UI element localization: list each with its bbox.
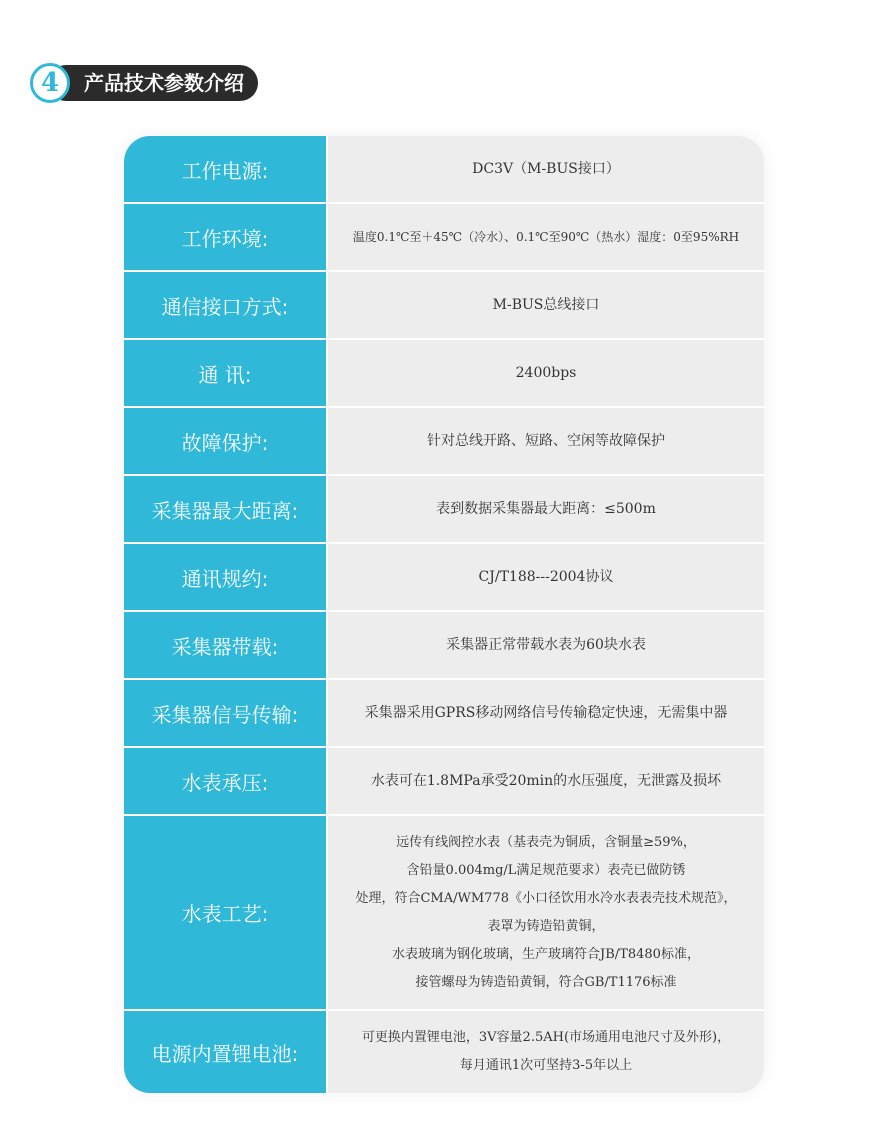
spec-label: 水表承压: (124, 748, 328, 814)
spec-value (328, 476, 764, 542)
spec-value-line: 含铅量0.004mg/L满足规范要求）表壳已做防锈 (406, 862, 686, 878)
spec-row-max-distance (124, 476, 764, 544)
spec-label: 通信接口方式: (124, 272, 328, 338)
spec-value (328, 816, 764, 1009)
spec-value-line: 针对总线开路、短路、空闲等故障保护 (427, 433, 665, 449)
spec-label: 采集器带载: (124, 612, 328, 678)
spec-value (328, 612, 764, 678)
spec-value (328, 136, 764, 202)
spec-value-line: 水表玻璃为钢化玻璃，生产玻璃符合JB/T8480标准， (392, 946, 700, 962)
spec-row-pressure (124, 748, 764, 816)
spec-label: 工作环境: (124, 204, 328, 270)
spec-value-line: CJ/T188---2004协议 (478, 569, 614, 585)
spec-value (328, 1011, 764, 1093)
section-number-badge: 4 (30, 63, 70, 103)
spec-value-line: 采集器正常带载水表为60块水表 (446, 637, 646, 653)
spec-value-line: 采集器采用GPRS移动网络信号传输稳定快速，无需集中器 (364, 705, 728, 721)
spec-label: 通讯规约: (124, 544, 328, 610)
spec-label: 采集器最大距离: (124, 476, 328, 542)
spec-row-interface (124, 272, 764, 340)
spec-row-fault-protection (124, 408, 764, 476)
spec-row-battery (124, 1011, 764, 1093)
section-title: 产品技术参数介绍 (48, 65, 258, 101)
spec-label: 故障保护: (124, 408, 328, 474)
spec-row-craft (124, 816, 764, 1011)
spec-value-line: 处理，符合CMA/WM778《小口径饮用水冷水表表壳技术规范》， (355, 890, 737, 906)
spec-value-line: 可更换内置锂电池，3V容量2.5AH(市场通用电池尺寸及外形)， (361, 1030, 731, 1045)
spec-value (328, 204, 764, 270)
spec-value-line: 表罩为铸造铅黄铜， (487, 918, 605, 934)
spec-value (328, 408, 764, 474)
spec-label: 电源内置锂电池: (124, 1011, 328, 1093)
spec-value (328, 272, 764, 338)
spec-value (328, 680, 764, 746)
spec-value (328, 544, 764, 610)
spec-table (124, 136, 764, 1093)
spec-row-environment (124, 204, 764, 272)
spec-value-line: 每月通讯1次可坚持3-5年以上 (459, 1058, 633, 1073)
spec-value-line: DC3V（M-BUS接口） (472, 161, 620, 177)
spec-row-protocol (124, 544, 764, 612)
spec-label: 水表工艺: (124, 816, 328, 1009)
spec-label: 采集器信号传输: (124, 680, 328, 746)
spec-value-line: 远传有线阀控水表（基表壳为铜质，含铜量≥59%， (396, 834, 696, 850)
spec-value-line: 2400bps (515, 365, 577, 381)
spec-value-line: 表到数据采集器最大距离：≤500m (436, 501, 656, 517)
spec-value (328, 748, 764, 814)
spec-value-line: M-BUS总线接口 (492, 297, 600, 313)
spec-row-power (124, 136, 764, 204)
section-header (30, 64, 258, 102)
spec-row-collector-load (124, 612, 764, 680)
spec-row-baud (124, 340, 764, 408)
spec-value-line: 接管螺母为铸造铅黄铜，符合GB/T1176标准 (415, 974, 677, 990)
spec-label: 通 讯: (124, 340, 328, 406)
spec-value-line: 温度0.1℃至＋45℃（冷水）、0.1℃至90℃（热水）湿度：0至95%RH (352, 230, 740, 244)
spec-value (328, 340, 764, 406)
spec-value-line: 水表可在1.8MPa承受20min的水压强度，无泄露及损坏 (370, 773, 722, 789)
spec-label: 工作电源: (124, 136, 328, 202)
spec-row-signal-transmission (124, 680, 764, 748)
